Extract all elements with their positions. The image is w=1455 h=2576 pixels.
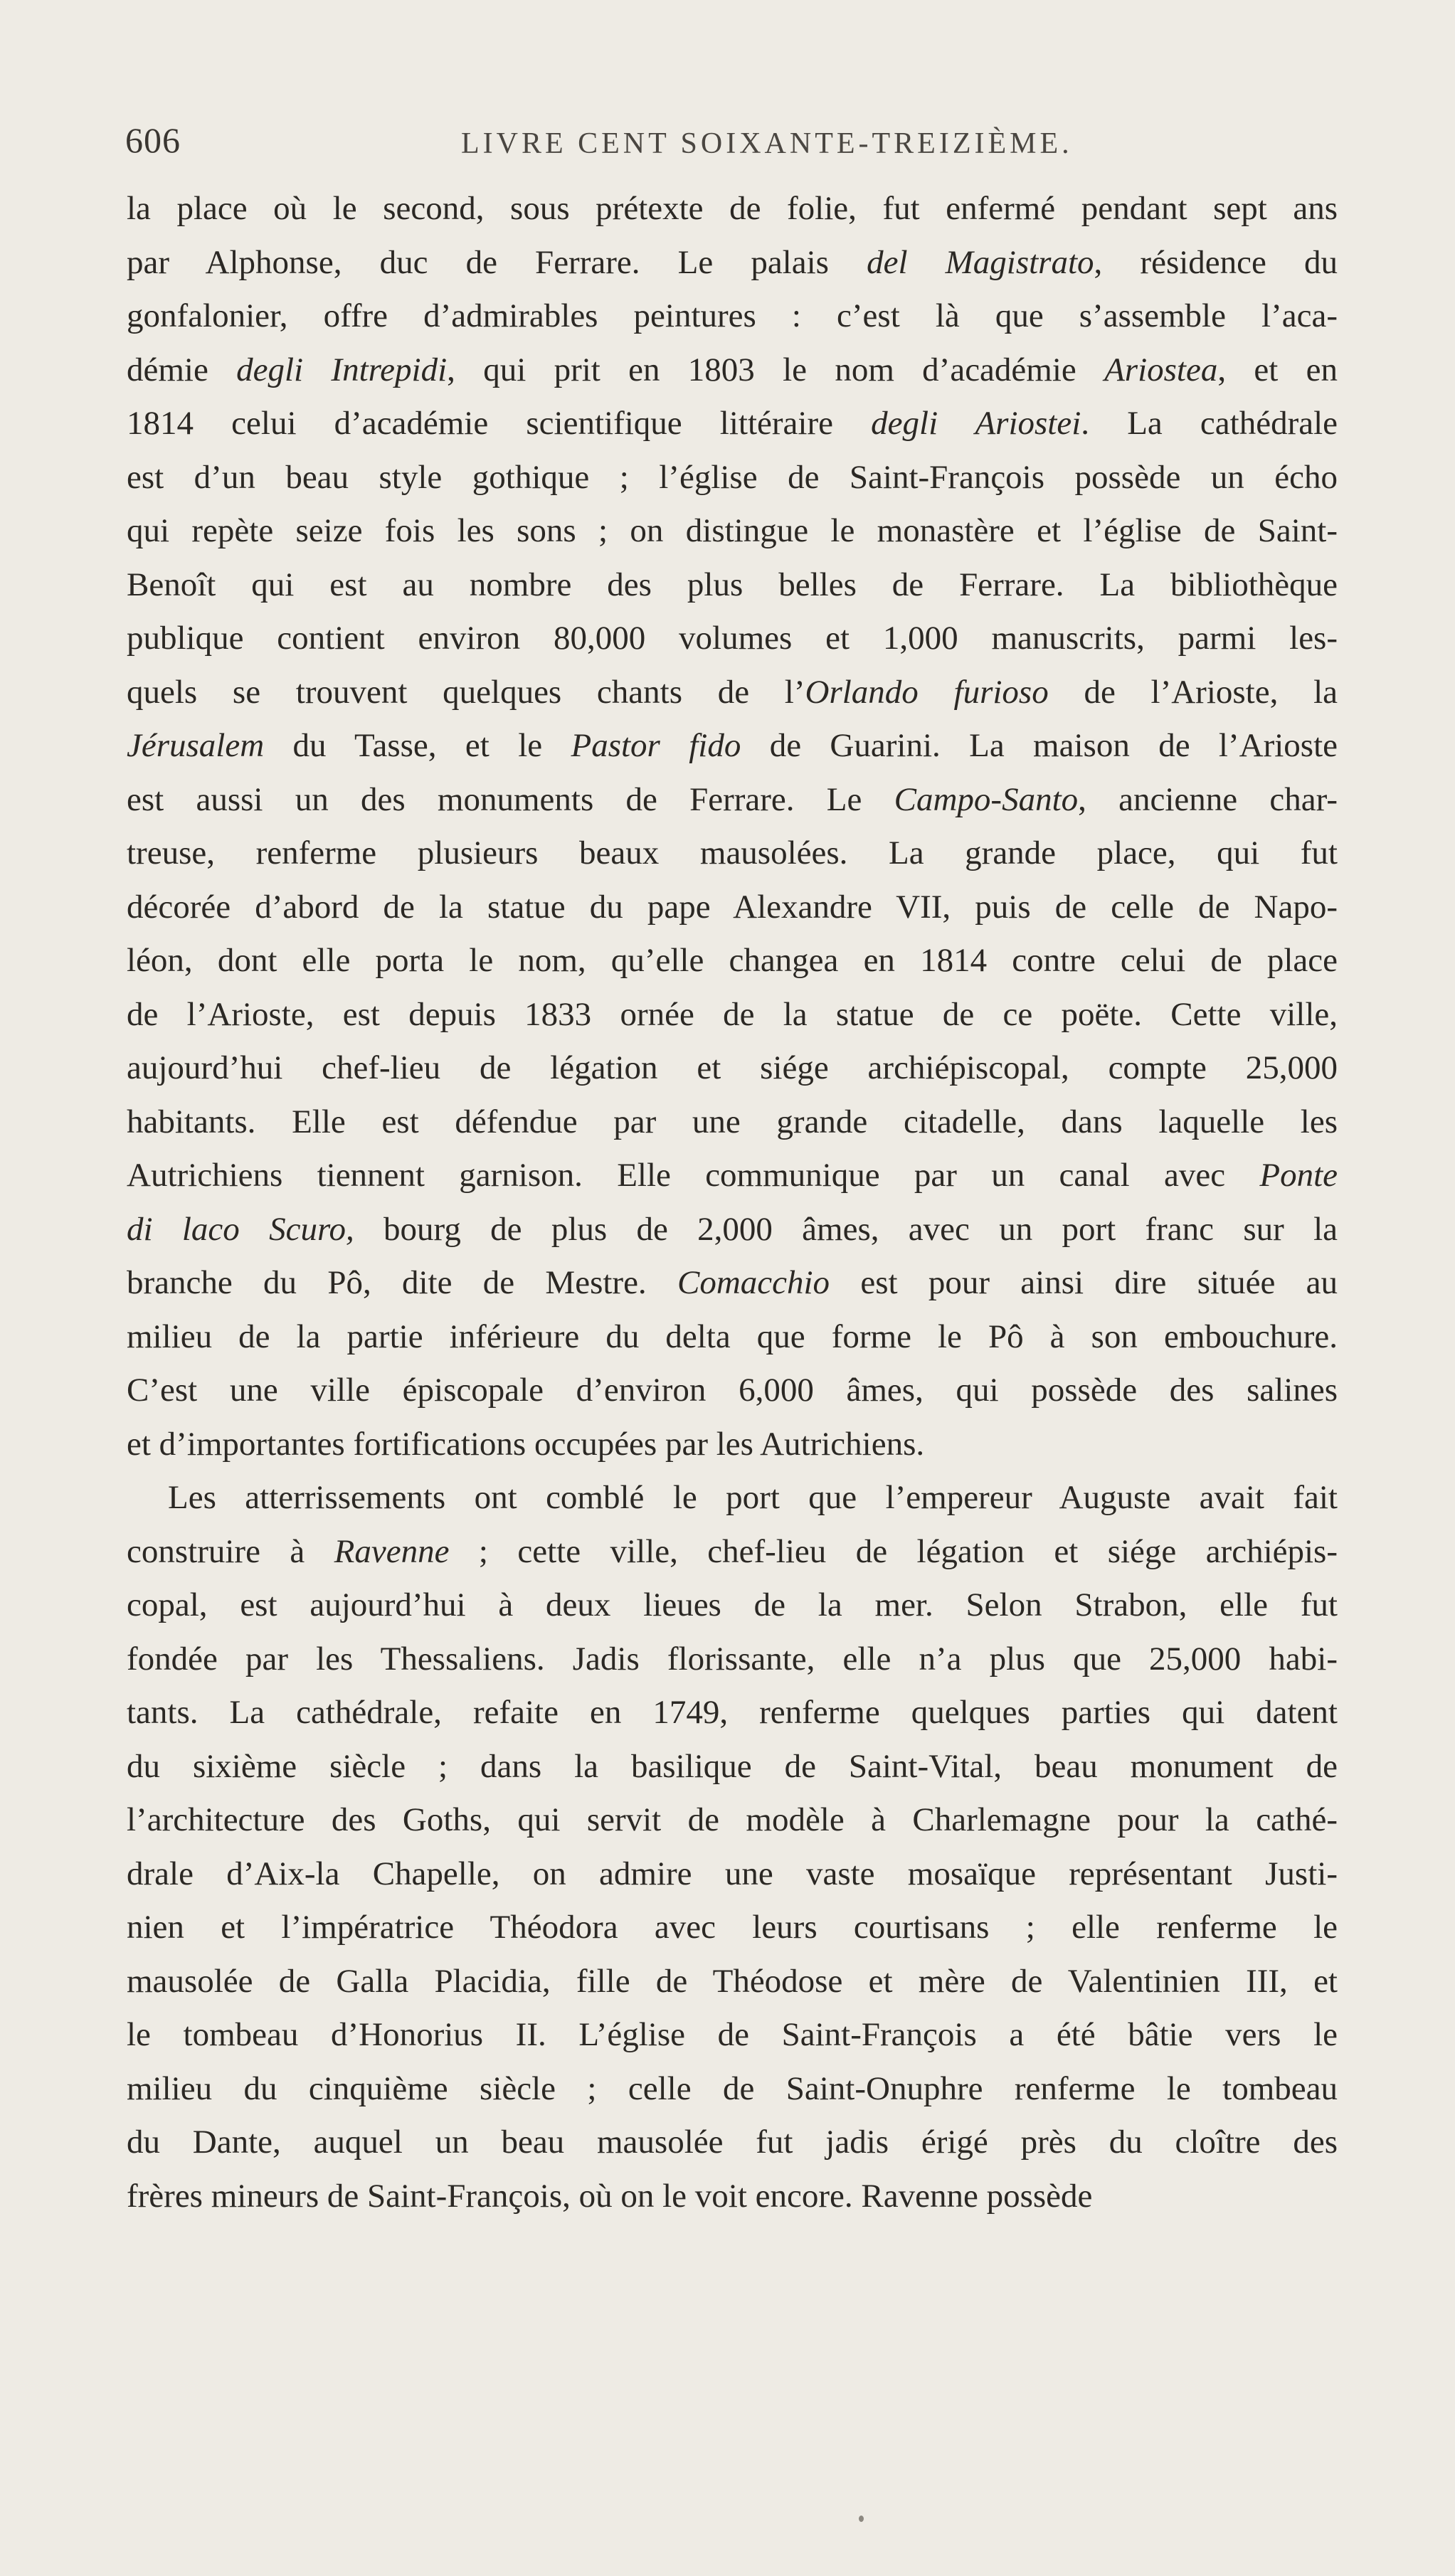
text-line [127, 1740, 1338, 1794]
text-line [127, 1793, 1338, 1848]
text-line [127, 1203, 1338, 1257]
text-line [127, 1848, 1338, 1902]
italic-text: Campo-Santo [894, 780, 1079, 818]
text-segment: frères mineurs de Saint-François, où on le voit encore. Ravenne possède [127, 2177, 1093, 2215]
text-line [127, 934, 1338, 988]
text-segment: de Guarini. La maison de l’Arioste [741, 727, 1338, 764]
italic-text: Jérusalem [127, 727, 265, 764]
text-line [127, 1256, 1338, 1310]
text-segment: publique contient environ 80,000 volumes et 1,000 manuscrits, parmi les- [127, 620, 1338, 657]
text-line [127, 1149, 1338, 1203]
text-segment: est d’un beau style gothique ; l’église de Saint-François possède un écho [127, 458, 1338, 496]
text-line [127, 1418, 1338, 1472]
text-line [127, 1955, 1338, 2009]
text-segment: est pour ainsi dire située au [830, 1264, 1338, 1301]
text-line [127, 1686, 1338, 1740]
text-line [127, 1901, 1338, 1955]
text-segment: quels se trouvent quelques chants de l’ [127, 673, 805, 711]
text-segment: Les atterrissements ont comblé le port que l’empereur Auguste avait fait [168, 1479, 1338, 1516]
text-line [127, 558, 1338, 613]
text-segment: gonfalonier, offre d’admirables peintures : c’est là que s’assemble l’aca- [127, 297, 1338, 334]
text-segment: treuse, renferme plusieurs beaux mausolées. La grande place, qui fut [127, 834, 1338, 871]
page-header [125, 120, 1345, 169]
text-segment: du Dante, auquel un beau mausolée fut jadis érigé près du cloître des [127, 2124, 1338, 2161]
text-line [127, 773, 1338, 827]
italic-text: Orlando furioso [805, 673, 1049, 711]
text-segment: aujourd’hui chef-lieu de légation et siége archiépiscopal, compte 25,000 [127, 1049, 1338, 1086]
text-line [127, 881, 1338, 935]
text-segment: habitants. Elle est défendue par une grande citadelle, dans laquelle les [127, 1103, 1338, 1140]
text-segment: qui repète seize fois les sons ; on distingue le monastère et l’église de Saint- [127, 512, 1338, 549]
text-line [127, 1364, 1338, 1418]
text-line [127, 504, 1338, 558]
text-segment: Autrichiens tiennent garnison. Elle communique par un canal avec [127, 1157, 1260, 1194]
text-segment: par Alphonse, duc de Ferrare. Le palais [127, 243, 867, 281]
text-line [127, 397, 1338, 451]
text-line [127, 182, 1338, 236]
text-line [127, 236, 1338, 290]
text-line [127, 451, 1338, 505]
italic-text: degli Intrepidi [236, 351, 448, 388]
page-number: 606 [125, 120, 181, 160]
text-segment: et d’importantes fortifications occupées par les Autrichiens. [127, 1425, 925, 1463]
text-line [127, 988, 1338, 1042]
text-segment: nien et l’impératrice Théodora avec leurs courtisans ; elle renferme le [127, 1909, 1338, 1946]
text-line [127, 2062, 1338, 2116]
italic-text: degli Ariostei [871, 405, 1081, 442]
text-segment: , qui prit en 1803 le nom d’académie [447, 351, 1105, 388]
italic-text: Comacchio [677, 1264, 830, 1301]
text-segment: , ancienne char- [1078, 780, 1338, 818]
text-segment: drale d’Aix-la Chapelle, on admire une vaste mosaïque représentant Justi- [127, 1855, 1338, 1892]
text-line [127, 2008, 1338, 2062]
text-line [127, 344, 1338, 398]
text-segment: le tombeau d’Honorius II. L’église de Saint-François a été bâtie vers le [127, 2016, 1338, 2053]
ink-speck [859, 2516, 864, 2522]
text-segment: milieu du cinquième siècle ; celle de Saint-Onuphre renferme le tombeau [127, 2069, 1338, 2107]
text-segment: milieu de la partie inférieure du delta que forme le Pô à son embouchure. [127, 1318, 1338, 1355]
text-line [127, 2170, 1338, 2224]
italic-text: Ariostea [1104, 351, 1218, 388]
text-line [127, 1310, 1338, 1364]
text-segment: Benoît qui est au nombre des plus belles de Ferrare. La bibliothèque [127, 566, 1338, 603]
text-segment: ; cette ville, chef-lieu de légation et siége archiépis- [449, 1532, 1338, 1570]
text-line [127, 2116, 1338, 2170]
italic-text: del Magistrato [867, 243, 1094, 281]
text-segment: construire à [127, 1532, 334, 1570]
text-segment: décorée d’abord de la statue du pape Alexandre VII, puis de celle de Napo- [127, 888, 1338, 926]
italic-text: di laco Scuro, [127, 1210, 354, 1248]
text-segment: tants. La cathédrale, refaite en 1749, renferme quelques parties qui datent [127, 1694, 1338, 1731]
running-title: LIVRE CENT SOIXANTE-TREIZIÈME. [461, 127, 1073, 160]
text-segment: bourg de plus de 2,000 âmes, avec un port franc sur la [354, 1210, 1338, 1248]
italic-text: Ravenne [334, 1532, 450, 1570]
text-segment: 1814 celui d’académie scientifique littéraire [127, 405, 872, 442]
text-line [127, 1096, 1338, 1150]
text-segment: démie [127, 351, 237, 388]
text-line [127, 1633, 1338, 1687]
text-line [127, 290, 1338, 344]
text-line [127, 612, 1338, 666]
italic-text: Pastor fido [571, 727, 741, 764]
text-segment: C’est une ville épiscopale d’environ 6,000 âmes, qui possède des salines [127, 1372, 1338, 1409]
text-segment: de l’Arioste, est depuis 1833 ornée de la statue de ce poëte. Cette ville, [127, 995, 1338, 1033]
text-line [127, 719, 1338, 773]
text-line [127, 1525, 1338, 1579]
italic-text: Ponte [1259, 1157, 1338, 1194]
text-segment: est aussi un des monuments de Ferrare. Le [127, 780, 894, 818]
text-segment: , résidence du [1094, 243, 1338, 281]
text-segment: , et en [1217, 351, 1338, 388]
text-segment: léon, dont elle porta le nom, qu’elle changea en 1814 contre celui de place [127, 942, 1338, 979]
text-segment: de l’Arioste, la [1048, 673, 1338, 711]
text-line [127, 1041, 1338, 1096]
text-segment: du sixième siècle ; dans la basilique de Saint-Vital, beau monument de [127, 1747, 1338, 1785]
body-text [127, 182, 1338, 2223]
text-segment: fondée par les Thessaliens. Jadis florissante, elle n’a plus que 25,000 habi- [127, 1640, 1338, 1677]
text-segment: du Tasse, et le [264, 727, 571, 764]
text-segment: mausolée de Galla Placidia, fille de Théodose et mère de Valentinien III, et [127, 1962, 1338, 2000]
text-line [127, 1579, 1338, 1633]
text-line [127, 1471, 1338, 1525]
text-line [127, 827, 1338, 881]
text-segment: . La cathédrale [1081, 405, 1338, 442]
text-segment: copal, est aujourd’hui à deux lieues de la mer. Selon Strabon, elle fut [127, 1586, 1338, 1623]
text-line [127, 666, 1338, 720]
text-segment: l’architecture des Goths, qui servit de modèle à Charlemagne pour la cathé- [127, 1801, 1338, 1838]
text-segment: branche du Pô, dite de Mestre. [127, 1264, 677, 1301]
text-segment: la place où le second, sous prétexte de folie, fut enfermé pendant sept ans [127, 190, 1338, 227]
